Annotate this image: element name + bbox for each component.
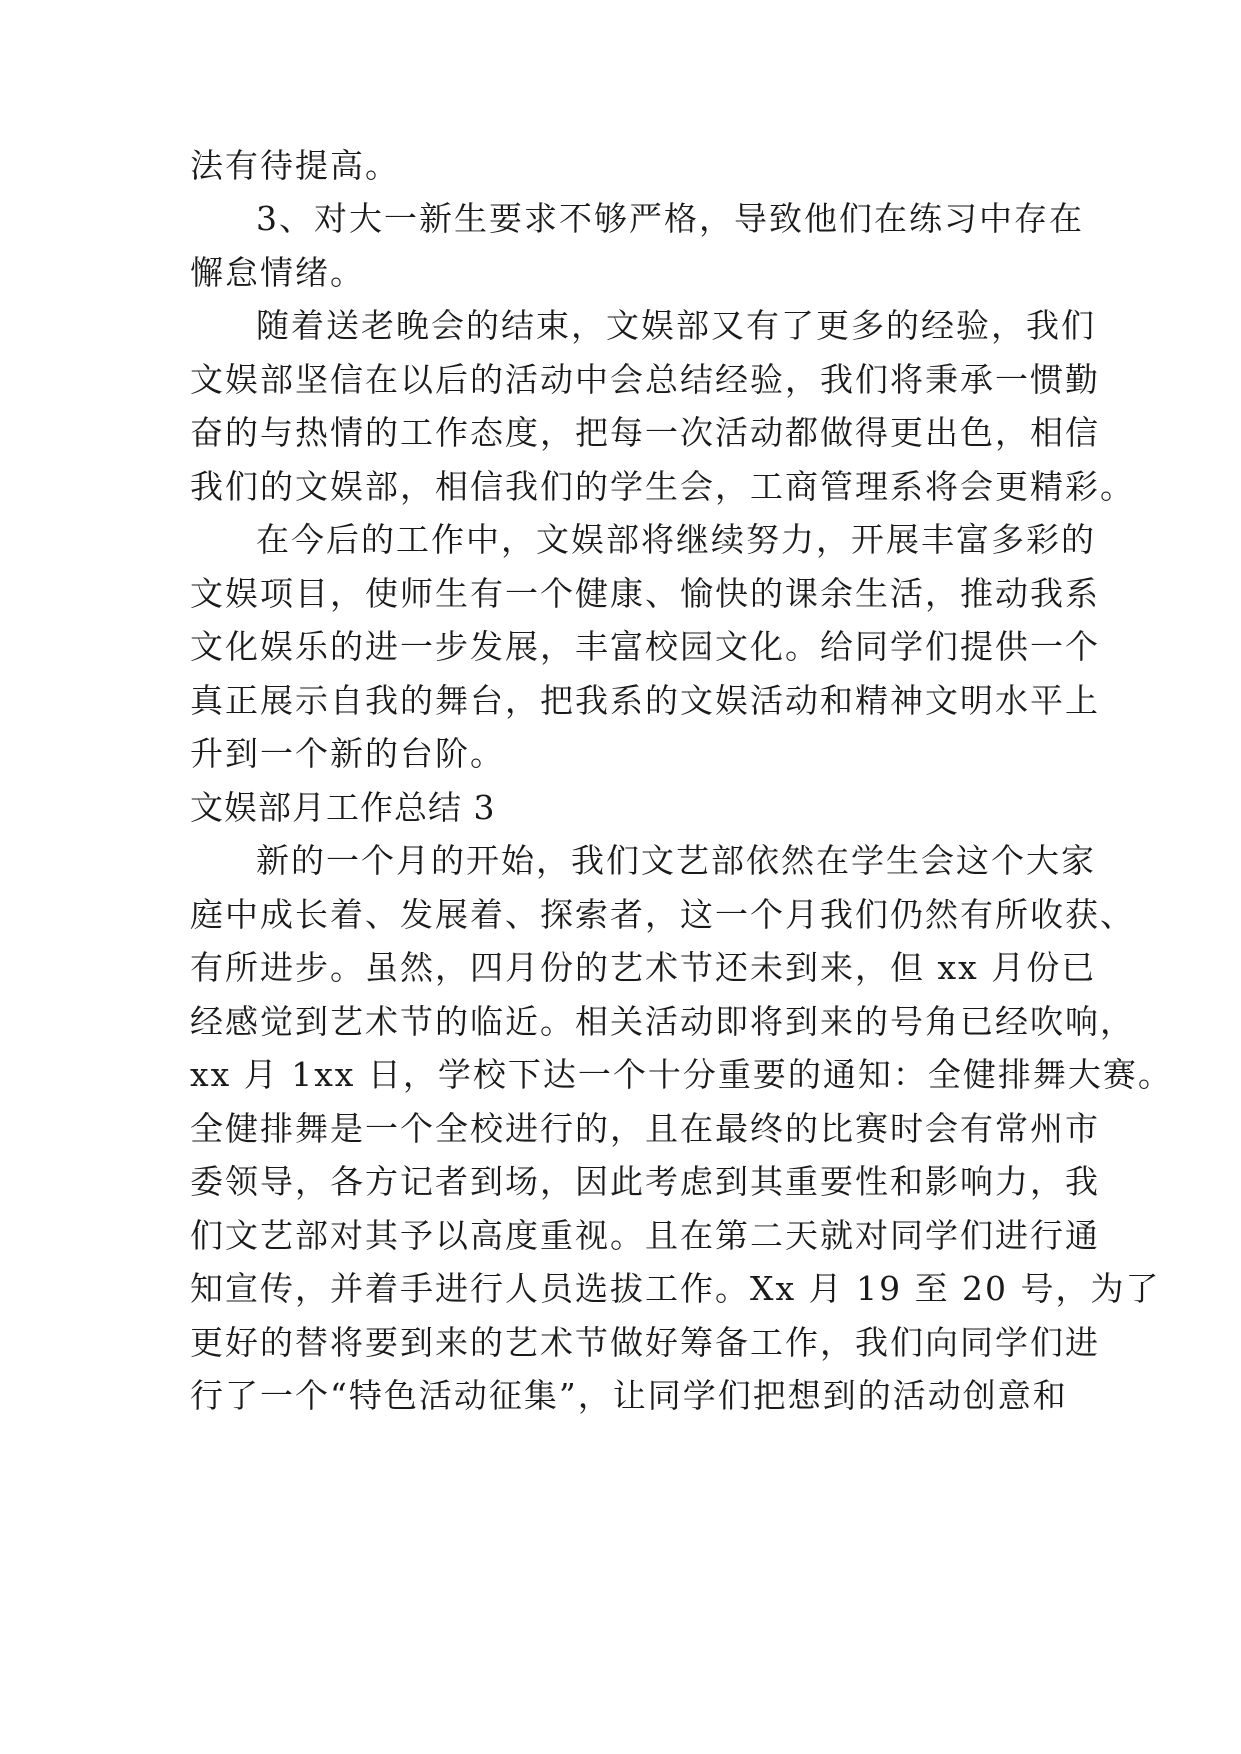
text-line: 庭中成长着、发展着、探索者，这一个月我们仍然有所收获、: [190, 895, 1135, 934]
text-line: 在今后的工作中，文娱部将继续努力，开展丰富多彩的: [256, 520, 1096, 559]
text-line: 奋的与热情的工作态度，把每一次活动都做得更出色，相信: [190, 413, 1100, 452]
section-heading: 文娱部月工作总结 3: [190, 788, 496, 827]
text-line: 法有待提高。: [190, 146, 400, 185]
text-line: 知宣传，并着手进行人员选拔工作。Xx 月 19 至 20 号，为了: [190, 1269, 1161, 1308]
text-line: 们文艺部对其予以高度重视。且在第二天就对同学们进行通: [190, 1216, 1100, 1255]
text-line: 文娱项目，使师生有一个健康、愉快的课余生活，推动我系: [190, 574, 1100, 613]
text-line: 行了一个“特色活动征集”，让同学们把想到的活动创意和: [190, 1376, 1068, 1415]
text-line: xx 月 1xx 日，学校下达一个十分重要的通知：全健排舞大赛。: [190, 1055, 1173, 1094]
text-line: 文化娱乐的进一步发展，丰富校园文化。给同学们提供一个: [190, 627, 1100, 666]
text-line: 更好的替将要到来的艺术节做好筹备工作，我们向同学们进: [190, 1323, 1100, 1362]
text-line: 新的一个月的开始，我们文艺部依然在学生会这个大家: [256, 841, 1096, 880]
text-line: 委领导，各方记者到场，因此考虑到其重要性和影响力，我: [190, 1162, 1100, 1201]
text-line: 升到一个新的台阶。: [190, 734, 505, 773]
text-line: 全健排舞是一个全校进行的，且在最终的比赛时会有常州市: [190, 1109, 1100, 1148]
text-line: 3、对大一新生要求不够严格，导致他们在练习中存在: [256, 199, 1084, 238]
text-line: 真正展示自我的舞台，把我系的文娱活动和精神文明水平上: [190, 681, 1100, 720]
text-line: 文娱部坚信在以后的活动中会总结经验，我们将秉承一惯勤: [190, 360, 1100, 399]
text-line: 懈怠情绪。: [190, 253, 365, 292]
text-line: 经感觉到艺术节的临近。相关活动即将到来的号角已经吹响，: [190, 1002, 1135, 1041]
text-line: 有所进步。虽然，四月份的艺术节还未到来，但 xx 月份已: [190, 948, 1097, 987]
text-line: 随着送老晚会的结束，文娱部又有了更多的经验，我们: [256, 306, 1096, 345]
text-line: 我们的文娱部，相信我们的学生会，工商管理系将会更精彩。: [190, 467, 1135, 506]
